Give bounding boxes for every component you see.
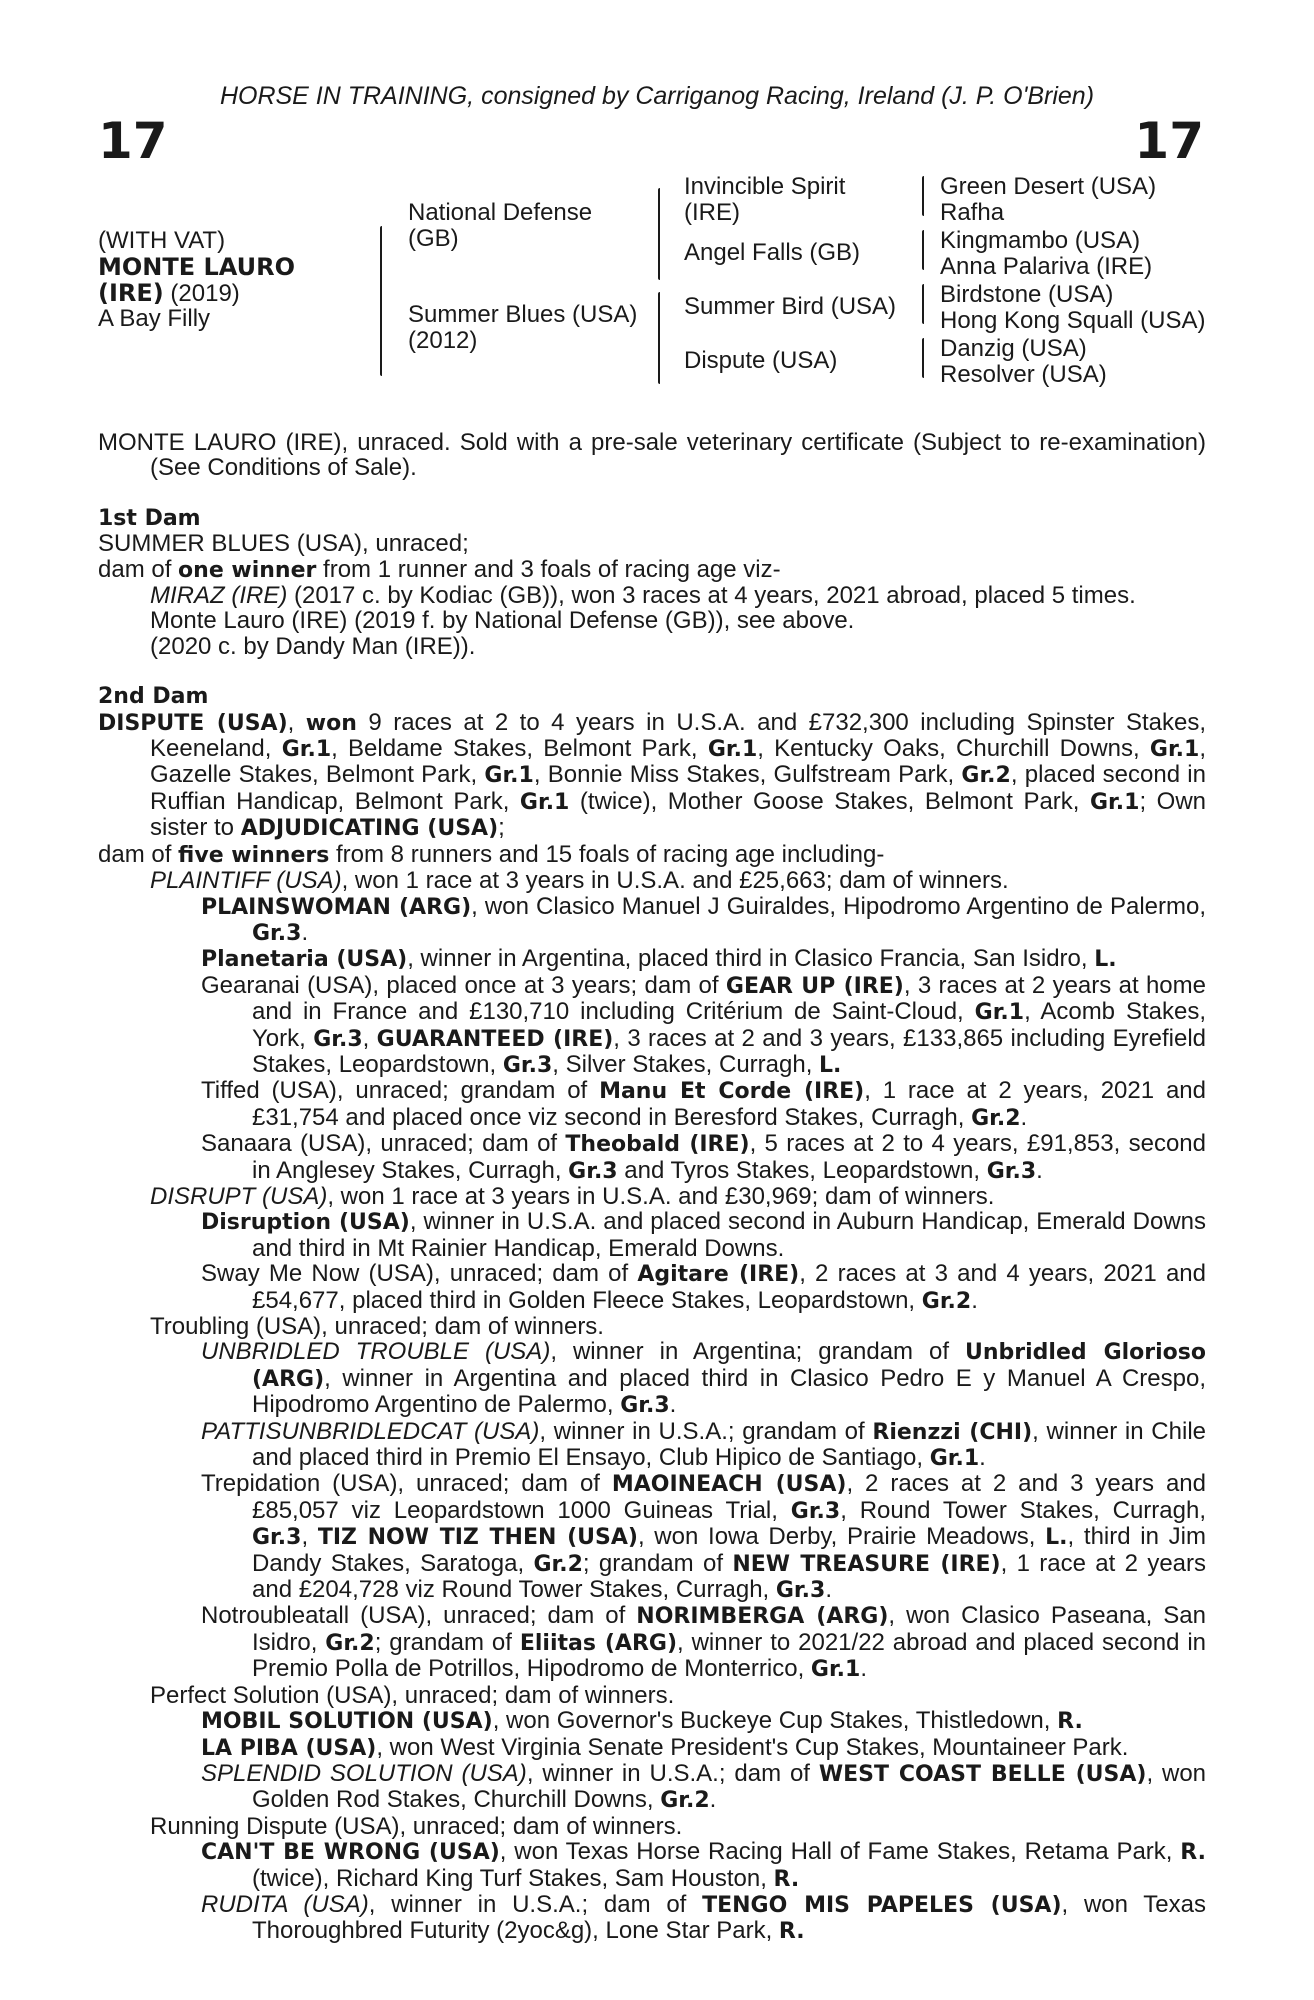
pedigree-table — [98, 170, 1218, 400]
produce-cant-be-wrong: CAN'T BE WRONG (USA), won Texas Horse Racing Hall of Fame Stakes, Retama Park, R. (twice), Richard King Turf Stakes, Sam Houston, R. — [201, 1838, 1206, 1892]
vat-note: (WITH VAT) — [98, 227, 226, 254]
produce-plainswoman: PLAINSWOMAN (ARG), won Clasico Manuel J Guiraldes, Hipodromo Argentino de Palermo, Gr.3. — [201, 892, 1206, 946]
sire-sire: Invincible Spirit (IRE) — [684, 173, 846, 226]
brace-gen3-2 — [922, 230, 924, 270]
ancestor-g8: Resolver (USA) — [940, 361, 1107, 388]
second-dam-heading: 2nd Dam — [98, 684, 209, 710]
produce-sway-me-now: Sway Me Now (USA), unraced; dam of Agitare (IRE), 2 races at 3 and 4 years, 2021 and £54,677, placed third in Golden Fleece Stakes, Leopardstown, Gr.2. — [201, 1260, 1206, 1314]
ancestor-g5: Birdstone (USA) — [940, 281, 1114, 308]
ancestor-g4: Anna Palariva (IRE) — [940, 253, 1153, 280]
brace-gen1 — [380, 226, 382, 376]
first-dam-line: SUMMER BLUES (USA), unraced; — [98, 530, 469, 558]
produce-la-piba: LA PIBA (USA), won West Virginia Senate President's Cup Stakes, Mountaineer Park. — [201, 1733, 1129, 1761]
produce-planetaria: Planetaria (USA), winner in Argentina, placed third in Clasico Francia, San Isidro, L. — [201, 945, 1117, 973]
produce-monte-lauro: Monte Lauro (IRE) (2019 f. by National Defense (GB)), see above. — [150, 607, 855, 635]
produce-disruption: Disruption (USA), winner in U.S.A. and placed second in Auburn Handicap, Emerald Downs and third in Mt Rainier Handicap, Emerald Downs. — [201, 1208, 1206, 1262]
produce-tiffed: Tiffed (USA), unraced; grandam of Manu Et Corde (IRE), 1 race at 2 years, 2021 and £31,754 and placed once viz second in Beresford Stakes, Curragh, Gr.2. — [201, 1077, 1206, 1131]
brace-gen2-top — [658, 188, 660, 280]
intro-paragraph: MONTE LAURO (IRE), unraced. Sold with a pre-sale veterinary certificate (Subject to re-examination) (See Conditions of Sale). — [98, 429, 1206, 482]
ancestor-g3: Kingmambo (USA) — [940, 227, 1141, 254]
produce-plaintiff: PLAINTIFF (USA), won 1 race at 3 years in U.S.A. and £25,663; dam of winners. — [150, 867, 1009, 895]
second-dam-produce-summary: dam of five winners from 8 runners and 15 foals of racing age including- — [98, 840, 885, 868]
produce-running-dispute: Running Dispute (USA), unraced; dam of winners. — [150, 1812, 683, 1840]
produce-notroubleatall: Notroubleatall (USA), unraced; dam of NORIMBERGA (ARG), won Clasico Paseana, San Isidro, Gr.2; grandam of Eliitas (ARG), winner to 2021/22 abroad and placed second in Premio Polla de Potrillos, Hipodromo de Monterrico, Gr.1. — [201, 1602, 1207, 1683]
dam-dam: Dispute (USA) — [684, 347, 838, 374]
produce-miraz: MIRAZ (IRE) (2017 c. by Kodiac (GB)), won 3 races at 4 years, 2021 abroad, placed 5 times. — [150, 582, 1136, 610]
lot-number-right: 17 — [1134, 112, 1204, 170]
brace-gen2-bottom — [658, 292, 660, 384]
produce-mobil-solution: MOBIL SOLUTION (USA), won Governor's Buckeye Cup Stakes, Thistledown, R. — [201, 1707, 1083, 1735]
produce-unbridled-trouble: UNBRIDLED TROUBLE (USA), winner in Argentina; grandam of Unbridled Glorioso (ARG), winner in Argentina and placed third in Clasico Pedro E y Manuel A Crespo, Hipodromo Argentino de Palermo, Gr.3. — [201, 1338, 1206, 1419]
produce-splendid-solution: SPLENDID SOLUTION (USA), winner in U.S.A.; dam of WEST COAST BELLE (USA), won Golden Rod Stakes, Churchill Downs, Gr.2. — [201, 1759, 1207, 1814]
brace-gen3-3 — [922, 284, 924, 324]
first-dam-heading: 1st Dam — [98, 505, 201, 531]
horse-description: A Bay Filly — [98, 305, 211, 332]
lot-number-left: 17 — [98, 112, 168, 170]
produce-disrupt: DISRUPT (USA), won 1 race at 3 years in U.S.A. and £30,969; dam of winners. — [150, 1182, 995, 1210]
ancestor-g2: Rafha — [940, 199, 1005, 226]
ancestor-g1: Green Desert (USA) — [940, 173, 1157, 200]
sire-dam: Angel Falls (GB) — [684, 239, 861, 266]
horse-name: MONTE LAURO — [98, 253, 295, 281]
sire: National Defense (GB) — [408, 199, 593, 252]
produce-gearanai: Gearanai (USA), placed once at 3 years; dam of GEAR UP (IRE), 3 races at 2 years at home and in France and £130,710 including Critérium de Saint-Cloud, Gr.1, Acomb Stakes, York, Gr.3, GUARANTEED (IRE), 3 races at 2 and 3 years, £133,865 including Eyrefield Stakes, Leopardstown, Gr.3, Silver Stakes, Curragh, L. — [201, 971, 1207, 1078]
produce-sanaara: Sanaara (USA), unraced; dam of Theobald (IRE), 5 races at 2 to 4 years, £91,853, second in Anglesey Stakes, Curragh, Gr.3 and Tyros Stakes, Leopardstown, Gr.3. — [201, 1130, 1207, 1184]
produce-trepidation: Trepidation (USA), unraced; dam of MAOINEACH (USA), 2 races at 2 and 3 years and £85,057 viz Leopardstown 1000 Guineas Trial, Gr.3, Round Tower Stakes, Curragh, Gr.3, TIZ NOW TIZ THEN (USA), won Iowa Derby, Prairie Meadows, L., third in Jim Dandy Stakes, Saratoga, Gr.2; grandam of NEW TREASURE (IRE), 1 race at 2 years and £204,728 viz Round Tower Stakes, Curragh, Gr.3. — [201, 1470, 1207, 1604]
dam: Summer Blues (USA) (2012) — [408, 301, 638, 354]
produce-troubling: Troubling (USA), unraced; dam of winners. — [150, 1313, 604, 1340]
brace-gen3-1 — [922, 176, 924, 216]
produce-perfect-solution: Perfect Solution (USA), unraced; dam of winners. — [150, 1681, 675, 1709]
consignor-heading: HORSE IN TRAINING, consigned by Carriganog Racing, Ireland (J. P. O'Brien) — [219, 82, 1095, 110]
ancestor-g7: Danzig (USA) — [940, 335, 1087, 362]
catalogue-body — [98, 430, 1206, 1945]
dam-sire: Summer Bird (USA) — [684, 293, 897, 320]
second-dam-record: DISPUTE (USA), won 9 races at 2 to 4 years in U.S.A. and £732,300 including Spinster Stakes, Keeneland, Gr.1, Beldame Stakes, Belmont Park, Gr.1, Kentucky Oaks, Churchill Downs, Gr.1, Gazelle Stakes, Belmont Park, Gr.1, Bonnie Miss Stakes, Gulfstream Park, Gr.2, placed second in Ruffian Handicap, Belmont Park, Gr.1 (twice), Mother Goose Stakes, Belmont Park, Gr.1; Own sister to ADJUDICATING (USA); — [98, 708, 1207, 842]
produce-2020-colt: (2020 c. by Dandy Man (IRE)). — [150, 632, 476, 660]
brace-gen3-4 — [922, 338, 924, 378]
horse-origin-year: (IRE) (2019) — [98, 279, 240, 307]
first-dam-produce-summary: dam of one winner from 1 runner and 3 foals of racing age viz- — [98, 555, 781, 583]
produce-rudita: RUDITA (USA), winner in U.S.A.; dam of TENGO MIS PAPELES (USA), won Texas Thoroughbred Futurity (2yoc&g), Lone Star Park, R. — [201, 1890, 1206, 1945]
produce-pattisunbridledcat: PATTISUNBRIDLEDCAT (USA), winner in U.S.A.; grandam of Rienzzi (CHI), winner in Chile and placed third in Premio El Ensayo, Club Hipico de Santiago, Gr.1. — [201, 1417, 1206, 1472]
ancestor-g6: Hong Kong Squall (USA) — [940, 307, 1206, 334]
